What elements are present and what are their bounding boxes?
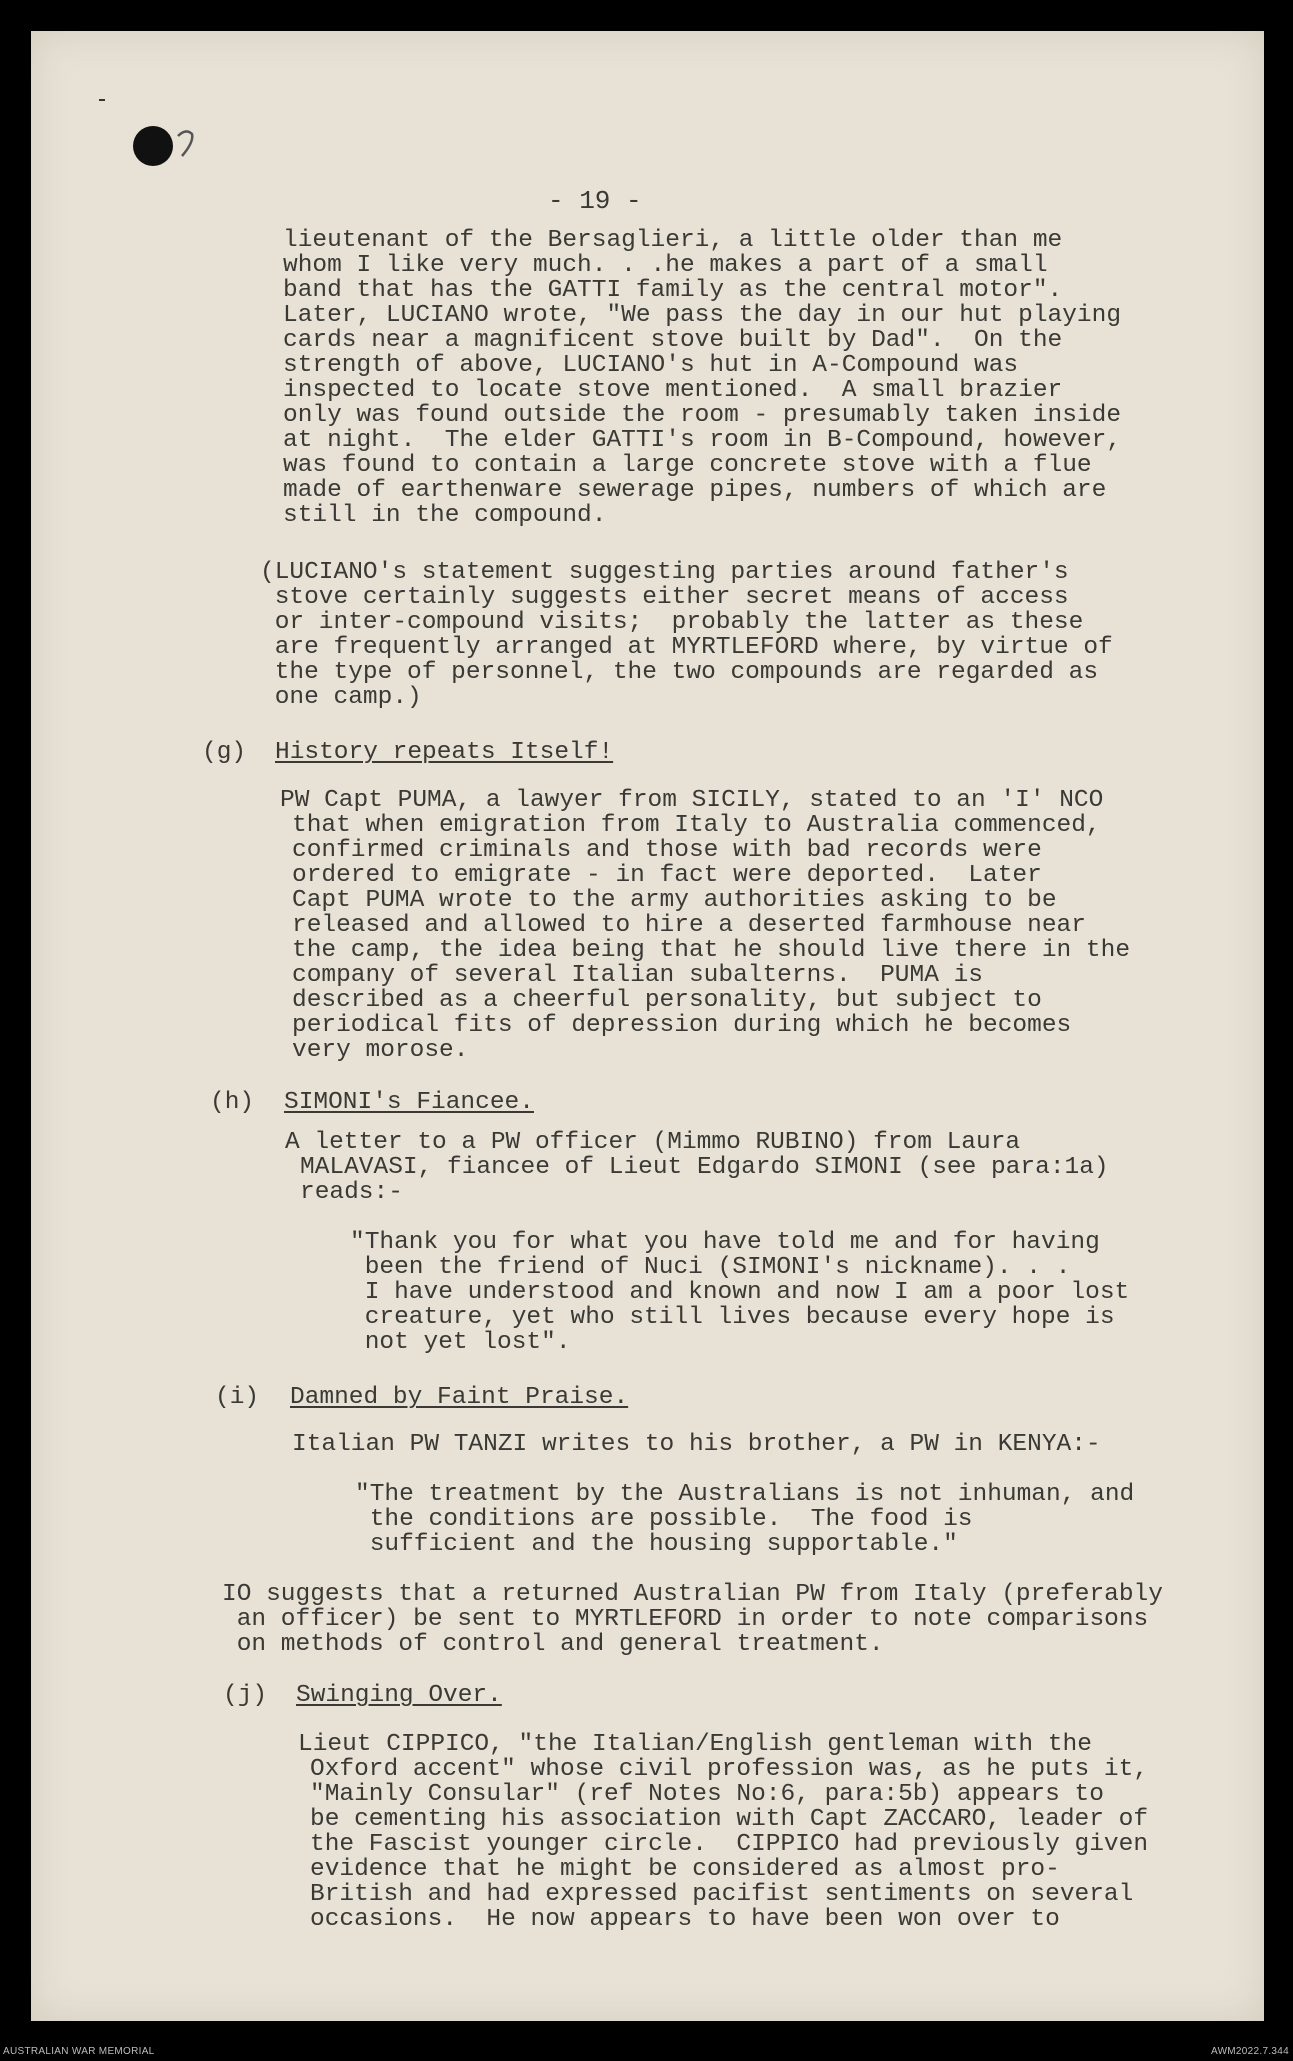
- text-line: evidence that he might be considered as almost pro-: [310, 1856, 1060, 1883]
- quote-line: sufficient and the housing supportable.": [355, 1531, 958, 1558]
- text-line: inspected to locate stove mentioned. A small brazier: [283, 377, 1063, 404]
- text-line: band that has the GATTI family as the central motor".: [283, 277, 1063, 304]
- quote-line: I have understood and known and now I am a poor lost: [350, 1279, 1130, 1306]
- text-line: Lieut CIPPICO, "the Italian/English gentleman with the: [298, 1731, 1092, 1758]
- section-heading: History repeats Itself!: [275, 739, 614, 766]
- text-line: reads:-: [300, 1179, 403, 1206]
- quote-line: the conditions are possible. The food is: [355, 1506, 973, 1533]
- text-line: strength of above, LUCIANO's hut in A-Compound was: [283, 352, 1019, 379]
- text-line: an officer) be sent to MYRTLEFORD in order to note comparisons: [222, 1606, 1149, 1633]
- text-line: confirmed criminals and those with bad records were: [292, 837, 1042, 864]
- quote-line: creature, yet who still lives because every hope is: [350, 1304, 1115, 1331]
- text-line: described as a cheerful personality, but subject to: [292, 987, 1042, 1014]
- section-heading: SIMONI's Fiancee.: [284, 1089, 534, 1116]
- section-heading: Swinging Over.: [296, 1682, 502, 1709]
- text-line: occasions. He now appears to have been won over to: [310, 1906, 1060, 1933]
- text-line: company of several Italian subalterns. PUMA is: [292, 962, 984, 989]
- text-line: be cementing his association with Capt ZACCARO, leader of: [310, 1806, 1149, 1833]
- text-line: whom I like very much. . .he makes a part of a small: [283, 252, 1048, 279]
- quote-line: been the friend of Nuci (SIMONI's nickname). . .: [350, 1254, 1071, 1281]
- text-line: A letter to a PW officer (Mimmo RUBINO) from Laura: [285, 1129, 1021, 1156]
- text-line: still in the compound.: [283, 502, 607, 529]
- text-line: the camp, the idea being that he should live there in the: [292, 937, 1131, 964]
- text-line: on methods of control and general treatment.: [222, 1631, 884, 1658]
- text-line: only was found outside the room - presumably taken inside: [283, 402, 1122, 429]
- text-line: or inter-compound visits; probably the latter as these: [260, 609, 1084, 636]
- section-label: (j): [223, 1682, 268, 1709]
- punch-hole: [133, 126, 173, 166]
- text-line: was found to contain a large concrete stove with a flue: [283, 452, 1092, 479]
- footer-left: AUSTRALIAN WAR MEMORIAL: [3, 2046, 155, 2057]
- text-line: the Fascist younger circle. CIPPICO had previously given: [310, 1831, 1149, 1858]
- section-label: (g): [202, 739, 247, 766]
- text-line: that when emigration from Italy to Australia commenced,: [292, 812, 1101, 839]
- quote-line: "Thank you for what you have told me and for having: [350, 1229, 1100, 1256]
- text-line: (LUCIANO's statement suggesting parties around father's: [260, 559, 1069, 586]
- text-line: "Mainly Consular" (ref Notes No:6, para:5b) appears to: [310, 1781, 1104, 1808]
- margin-tick: [99, 99, 105, 101]
- text-line: IO suggests that a returned Australian PW from Italy (preferably: [222, 1581, 1163, 1608]
- text-line: MALAVASI, fiancee of Lieut Edgardo SIMONI (see para:1a): [300, 1154, 1109, 1181]
- text-line: at night. The elder GATTI's room in B-Compound, however,: [283, 427, 1122, 454]
- text-line: lieutenant of the Bersaglieri, a little older than me: [283, 227, 1063, 254]
- text-line: British and had expressed pacifist sentiments on several: [310, 1881, 1134, 1908]
- text-line: cards near a magnificent stove built by Dad". On the: [283, 327, 1063, 354]
- text-line: very morose.: [292, 1037, 469, 1064]
- section-heading: Damned by Faint Praise.: [290, 1384, 629, 1411]
- quote-line: not yet lost".: [350, 1329, 571, 1356]
- text-line: PW Capt PUMA, a lawyer from SICILY, stated to an 'I' NCO: [280, 787, 1104, 814]
- text-line: the type of personnel, the two compounds are regarded as: [260, 659, 1099, 686]
- text-line: Capt PUMA wrote to the army authorities asking to be: [292, 887, 1057, 914]
- text-line: made of earthenware sewerage pipes, numbers of which are: [283, 477, 1107, 504]
- text-line: released and allowed to hire a deserted farmhouse near: [292, 912, 1086, 939]
- text-line: one camp.): [260, 684, 422, 711]
- pencil-mark: [172, 126, 202, 162]
- section-label: (h): [210, 1089, 255, 1116]
- section-label: (i): [215, 1384, 260, 1411]
- footer-right: AWM2022.7.344: [1210, 2046, 1289, 2057]
- text-line: are frequently arranged at MYRTLEFORD where, by virtue of: [260, 634, 1113, 661]
- text-line: periodical fits of depression during which he becomes: [292, 1012, 1072, 1039]
- text-line: Oxford accent" whose civil profession was, as he puts it,: [310, 1756, 1149, 1783]
- page-number: - 19 -: [548, 186, 642, 216]
- quote-line: "The treatment by the Australians is not inhuman, and: [355, 1481, 1135, 1508]
- text-line: ordered to emigrate - in fact were deported. Later: [292, 862, 1042, 889]
- text-line: stove certainly suggests either secret means of access: [260, 584, 1069, 611]
- text-line: Italian PW TANZI writes to his brother, a PW in KENYA:-: [292, 1431, 1101, 1458]
- text-line: Later, LUCIANO wrote, "We pass the day in our hut playing: [283, 302, 1122, 329]
